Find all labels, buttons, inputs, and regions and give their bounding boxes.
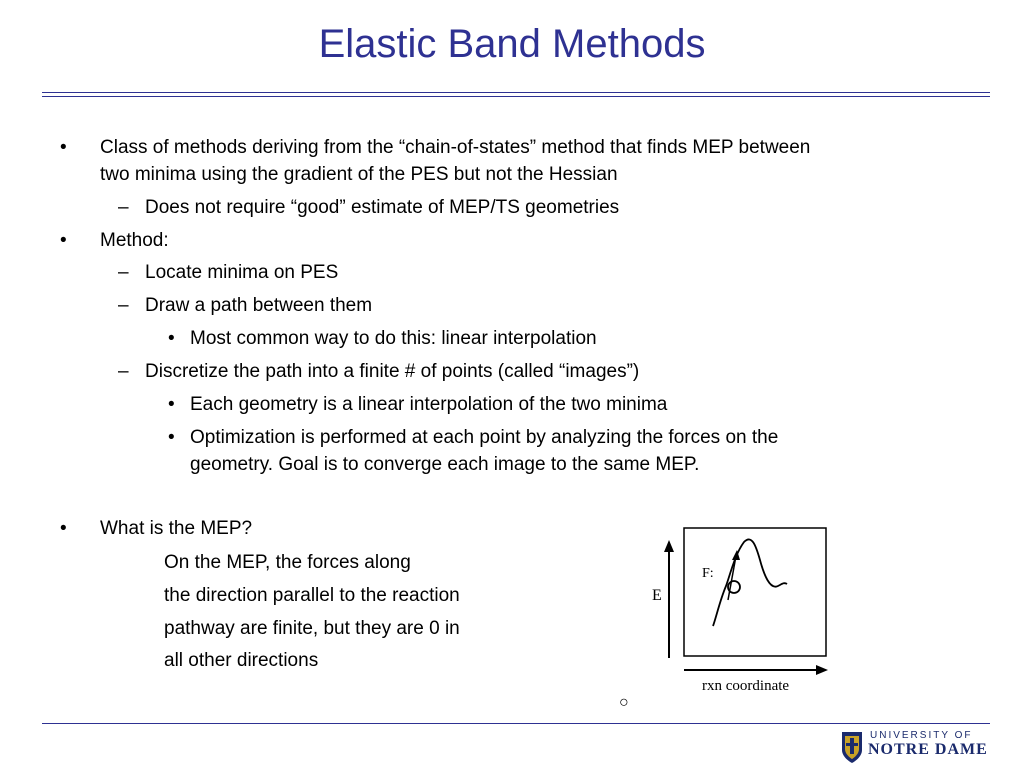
footer-rule [42,723,990,724]
bullet-2-sub-1: Locate minima on PES [145,262,339,283]
title-rule-upper [42,92,990,93]
bullet-marker: • [60,230,67,251]
x-axis-label: rxn coordinate [702,678,790,694]
bullet-1-sub-1: Does not require “good” estimate of MEP/TS geometries [145,197,620,218]
energy-curve [713,539,787,626]
title-rule-lower [42,96,990,97]
bullet-3-text-1: On the MEP, the forces along [164,552,411,573]
logo-text-university: UNIVERSITY OF [870,730,973,741]
bullet-3-text-2: the direction parallel to the reaction [164,585,460,606]
stray-circle: ○ [619,694,629,711]
bullet-marker: • [168,394,175,415]
slide-title: Elastic Band Methods [318,22,706,66]
mep-diagram [640,520,840,700]
bullet-marker: • [60,137,67,158]
bullet-marker: • [168,328,175,349]
bullet-3: What is the MEP? [100,518,253,539]
bullet-3-text-4: all other directions [164,650,319,671]
bullet-2-sub-3-item-2-line-1: Optimization is performed at each point by analyzing the forces on the [190,427,779,448]
logo-text-notre-dame: NOTRE DAME [868,741,988,758]
y-axis-label: E [652,587,662,604]
bullet-2-sub-2: Draw a path between them [145,295,373,316]
bullet-2-sub-3-item-1: Each geometry is a linear interpolation of the two minima [190,394,668,415]
bullet-1-line-1: Class of methods deriving from the “chain-of-states” method that finds MEP between [100,137,811,158]
bullet-2-sub-3: Discretize the path into a finite # of points (called “images”) [145,361,640,382]
logo-cross-horizontal [846,743,858,746]
bullet-3-text-3: pathway are finite, but they are 0 in [164,618,460,639]
y-axis-arrowhead [664,540,674,552]
bullet-marker: • [168,427,175,448]
bullet-2: Method: [100,230,169,251]
dash-marker: – [118,197,129,218]
bullet-2-sub-2-item-1: Most common way to do this: linear interpolation [190,328,597,349]
dash-marker: – [118,295,129,316]
x-axis-arrowhead [816,665,828,675]
bullet-2-sub-3-item-2-line-2: geometry. Goal is to converge each image to the same MEP. [190,454,700,475]
dash-marker: – [118,262,129,283]
dash-marker: – [118,361,129,382]
bullet-1-line-2: two minima using the gradient of the PES but not the Hessian [100,164,618,185]
bullet-marker: • [60,518,67,539]
force-label: F: [702,566,714,581]
